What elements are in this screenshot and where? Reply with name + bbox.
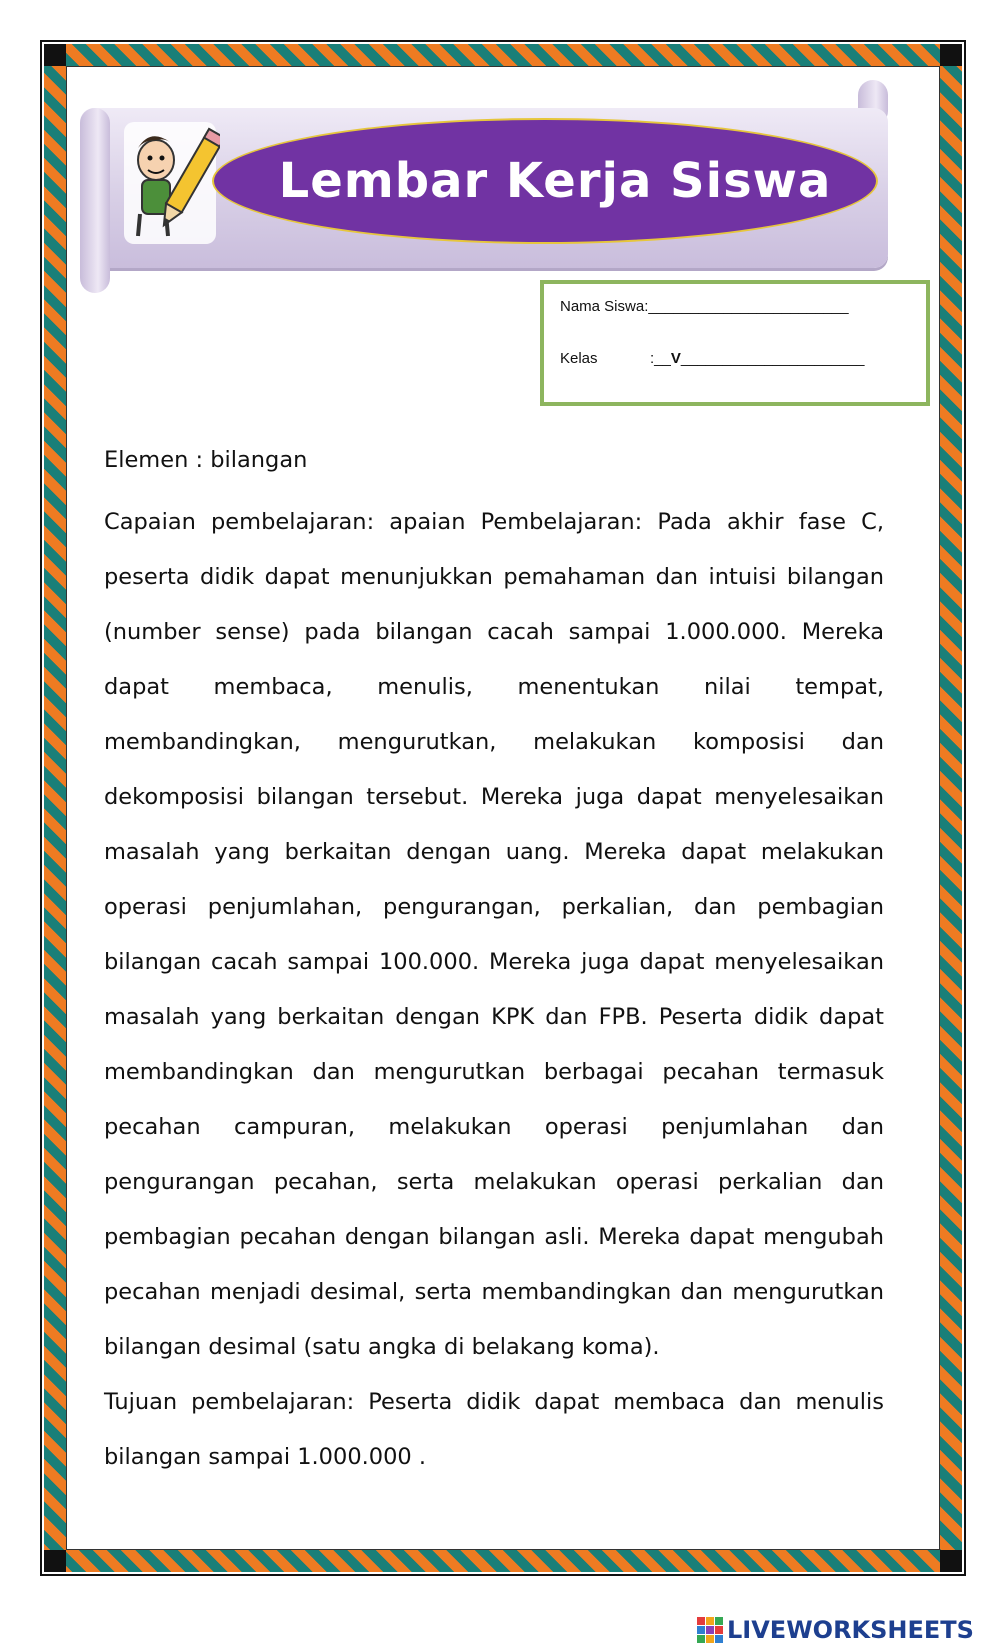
elemen-line: Elemen : bilangan [104, 447, 308, 473]
banner-scroll-curl [80, 108, 110, 293]
student-name-row [560, 298, 849, 315]
student-class-field[interactable]: ______________________ [680, 350, 865, 367]
student-class-row [560, 350, 864, 367]
liveworksheets-brand[interactable] [697, 1614, 974, 1646]
student-class-value[interactable]: V [670, 350, 681, 367]
worksheet-body [104, 440, 884, 1485]
frame-corner [44, 1550, 66, 1572]
student-name-field[interactable]: ________________________ [648, 298, 849, 315]
student-class-colon: :__ [650, 350, 671, 367]
frame-corner [44, 44, 66, 66]
liveworksheets-logo-icon [697, 1617, 723, 1643]
student-info-box [540, 280, 930, 406]
page-title: Lembar Kerja Siswa [278, 153, 832, 209]
brand-name: LIVEWORKSHEETS [727, 1616, 974, 1644]
tujuan-paragraph: Tujuan pembelajaran: Peserta didik dapat membaca dan menulis bilangan sampai 1.000.000 . [104, 1389, 884, 1470]
capaian-paragraph: Capaian pembelajaran: apaian Pembelajaran: Pada akhir fase C, peserta didik dapat menunjukkan pemahaman dan intuisi bilangan (number sense) pada bilangan cacah sampai 1.000.000. Mereka dapat membaca, menulis, menentukan nilai tempat, membandingkan, mengurutkan, melakukan komposisi dan dekomposisi bilangan tersebut. Mereka juga dapat menyelesaikan masalah yang berkaitan dengan uang. Mereka dapat melakukan operasi penjumlahan, pengurangan, perkalian, dan pembagian bilangan cacah sampai 100.000. Mereka juga dapat menyelesaikan masalah yang berkaitan dengan KPK dan FPB. Peserta didik dapat membandingkan dan mengurutkan berbagai pecahan termasuk pecahan campuran, melakukan operasi penjumlahan dan pengurangan pecahan, serta melakukan operasi perkalian dan pembagian pecahan dengan bilangan asli. Mereka dapat mengubah pecahan menjadi desimal, serta membandingkan dan mengurutkan bilangan desimal (satu angka di belakang koma). [104, 509, 884, 1360]
frame-corner [940, 44, 962, 66]
pencil-mascot-icon [120, 118, 220, 248]
title-badge [212, 118, 878, 244]
student-name-label: Nama Siswa: [560, 298, 649, 315]
student-class-label: Kelas [560, 350, 598, 367]
frame-corner [940, 1550, 962, 1572]
